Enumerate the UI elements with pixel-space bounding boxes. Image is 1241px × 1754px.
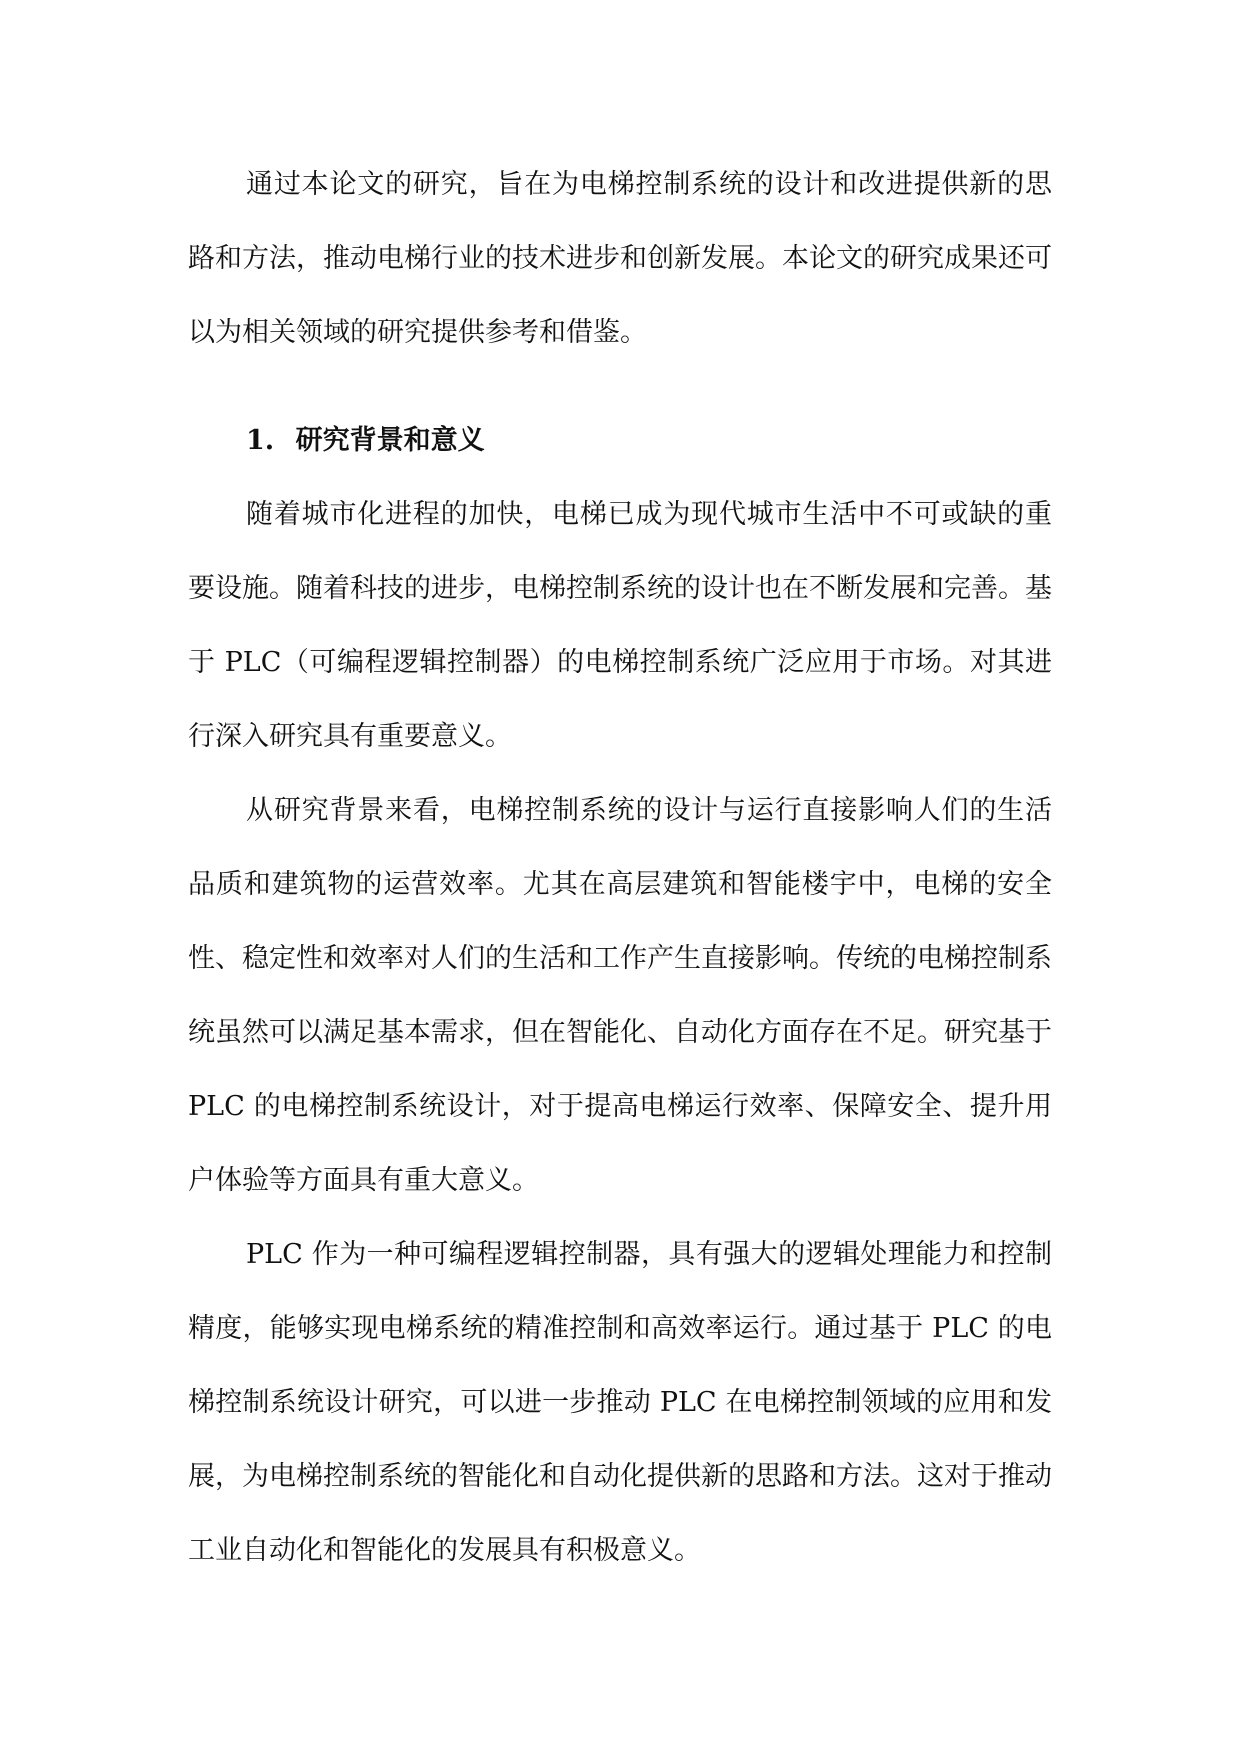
section-title: 研究背景和意义 <box>295 425 485 456</box>
body-paragraph-3: PLC 作为一种可编程逻辑控制器，具有强大的逻辑处理能力和控制精度，能够实现电梯系统的精准控制和高效率运行。通过基于 PLC 的电梯控制系统设计研究，可以进一步推动 PLC 在电梯控制领域的应用和发展，为电梯控制系统的智能化和自动化提供新的思路和方法。这对于推动工业自动化和智能化的发展具有积极意义。 <box>188 1239 1052 1566</box>
body-paragraph-2: 从研究背景来看，电梯控制系统的设计与运行直接影响人们的生活品质和建筑物的运营效率。尤其在高层建筑和智能楼宇中，电梯的安全性、稳定性和效率对人们的生活和工作产生直接影响。传统的电梯控制系统虽然可以满足基本需求，但在智能化、自动化方面存在不足。研究基于 PLC 的电梯控制系统设计，对于提高电梯运行效率、保障安全、提升用户体验等方面具有重大意义。 <box>188 795 1052 1196</box>
intro-paragraph: 通过本论文的研究，旨在为电梯控制系统的设计和改进提供新的思路和方法，推动电梯行业的技术进步和创新发展。本论文的研究成果还可以为相关领域的研究提供参考和借鉴。 <box>188 169 1052 348</box>
section-heading <box>188 404 1052 478</box>
body-paragraph-1: 随着城市化进程的加快，电梯已成为现代城市生活中不可或缺的重要设施。随着科技的进步，电梯控制系统的设计也在不断发展和完善。基于 PLC（可编程逻辑控制器）的电梯控制系统广泛应用于市场。对其进行深入研究具有重要意义。 <box>188 499 1052 752</box>
document-body <box>188 148 1052 1588</box>
section-spacer <box>188 370 1052 404</box>
section-number: 1. <box>246 425 275 456</box>
